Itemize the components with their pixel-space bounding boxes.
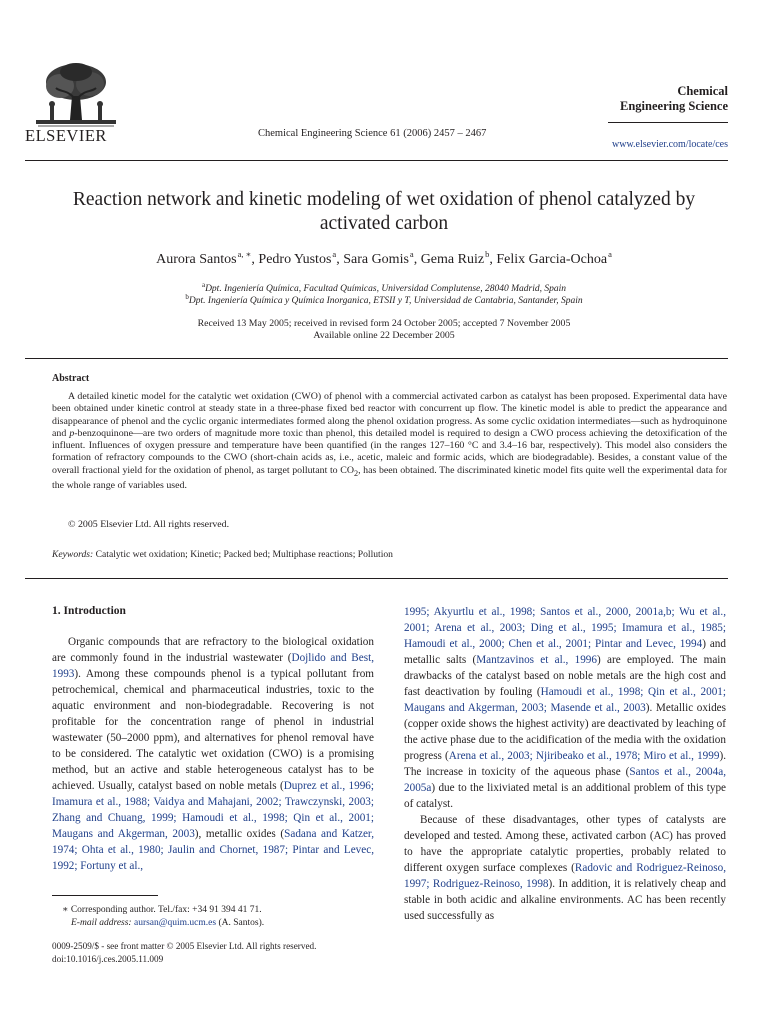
keywords-text: Catalytic wet oxidation; Kinetic; Packed bed; Multiphase reactions; Pollution — [95, 549, 393, 560]
author-name: Pedro Yustos — [258, 252, 332, 267]
body-text: Because of these disadvantages, other types of catalysts are developed and tested. Among these, activated carbon (AC) has proved to have the appropriate catalytic properties, probably related to different oxygen surface complexes ( — [404, 814, 726, 874]
journal-name-line2: Engineering Science — [620, 99, 728, 113]
article-title: Reaction network and kinetic modeling of wet oxidation of phenol catalyzed by activated carbon — [72, 189, 696, 234]
author-list: Aurora Santos$^{a, ∗}$, Pedro Yustos$^a$, Sara Gomis$^a$, Gema Ruiz$^b$, Felix Garcia-Ochoa$^a$ — [156, 249, 612, 267]
author-affiliation-mark: a — [409, 249, 414, 259]
doi-link[interactable]: doi:10.1016/j.ces.2005.11.009 — [52, 954, 164, 964]
citation-link[interactable]: Radovic and Rodriguez-Reinoso, 1997; Rodriguez-Reinoso, 1998 — [404, 862, 727, 890]
citation-link[interactable]: Sadana and Katzer, 1974; Ohta et al., 1980; Jaulin and Chornet, 1987; Pintar and Levec, 1992; Fortuny et al., — [52, 828, 374, 872]
abstract-text-italic: p — [69, 427, 75, 439]
author-affiliation-mark: a — [332, 249, 337, 259]
journal-name-line1: Chemical — [677, 84, 728, 98]
citation-link[interactable]: Dojlido and Best, 1993 — [52, 652, 374, 680]
citation-link[interactable]: 1995; Akyurtlu et al., 1998; Santos et al., 2000, 2001a,b; Wu et al., 2001; Arena et al., 2003; Ding et al., 1995; Imamura et al., 1985; Hamoudi et al., 2000; Chen et al., 2001; Pintar and Levec, 1994 — [404, 606, 726, 650]
elsevier-tree-logo — [30, 60, 122, 132]
abstract-heading: Abstract — [52, 373, 90, 384]
author-name: Sara Gomis — [343, 252, 409, 267]
keywords — [52, 549, 393, 560]
citation-link[interactable]: Santos et al., 2004a, 2005a — [404, 766, 727, 794]
abstract-bottom-divider — [25, 578, 728, 579]
abstract-text-part: -benzoquinone—are two orders of magnitude more toxic than phenol, this detailed model is required to design a CWO process achieving the detoxification of the influent. Influences of oxygen pressure and temperature have been quantified (in the ranges 127–160 °C and 3.4–16 bar, respectively). This model also considers the formation of refractory compounds to the CWO (short-chain acids as, i.e., acetic, maleic and formic acids, which are biodegradable). Besides, a constant value of the overall fractional yield for the oxidation of phenol, as target pollutant to CO — [52, 427, 727, 476]
corresponding-author-text: Corresponding author. Tel./fax: +34 91 394 41 71. — [70, 905, 262, 915]
citation-link[interactable]: Duprez et al., 1996; Imamura et al., 1988; Vaidya and Mahajani, 2002; Trawczynski, 2003; Zhang and Chuang, 1999; Hamoudi et al., 1998; Qin et al., 2001; Maugans and Akgerman, 2003 — [52, 780, 374, 840]
paragraph — [404, 812, 726, 924]
email-label: E-mail address: — [71, 918, 132, 928]
author-name: Aurora Santos — [156, 252, 237, 267]
received-dates: Received 13 May 2005; received in revised form 24 October 2005; accepted 7 November 2005 — [197, 318, 571, 329]
body-text: ) are employed. The main drawbacks of the catalyst based on noble metals are the high cost and fast deactivation by fouling ( — [404, 654, 727, 698]
author-name: Felix Garcia-Ochoa — [496, 252, 608, 267]
affiliation-mark: b — [185, 293, 189, 301]
author-affiliation-mark: b — [485, 249, 490, 259]
front-matter — [52, 940, 316, 966]
abstract-text-part: A detailed kinetic model for the catalytic wet oxidation (CWO) of phenol with a commercial activated carbon as catalyst has been proposed. Experimental data have been obtained under kinetic control at steady state in a three-phase fixed bed reactor with concurrent up flow. The kinetic model is able to predict the appearance and disappearance of phenol and the cyclic organic intermediates formed along the phenol oxidation progress. As some cyclic oxidation intermediates—such as hydroquinone and — [52, 391, 727, 439]
journal-name — [620, 84, 728, 114]
header-divider — [608, 122, 728, 123]
right-column-text — [404, 604, 726, 924]
affiliation-text: Dpt. Ingeniería Química y Química Inorganica, ETSII y T, Universidad de Cantabria, Santander, Spain — [188, 296, 583, 306]
abstract-text-part: , has been obtained. The discriminated kinetic model fits quite well the experimental data for the whole range of variables used. — [52, 464, 727, 492]
citation-link[interactable]: Arena et al., 2003; Njiribeako et al., 1978; Miro et al., 1999 — [448, 750, 720, 762]
citation-link[interactable]: Mantzavinos et al., 1996 — [476, 654, 597, 666]
body-text: ). The increase in toxicity of the aqueous phase ( — [404, 750, 726, 778]
body-text: ). In addition, it is relatively cheap and stable in both acidic and alkaline environments. AC has been recently used successfully as — [404, 878, 726, 922]
affiliation-text: Dpt. Ingeniería Química, Facultad Químicas, Universidad Complutense, 28040 Madrid, Spain — [205, 284, 567, 294]
abstract-text — [52, 391, 727, 492]
publisher-name: ELSEVIER — [25, 126, 107, 145]
body-text: ) due to the lixiviated metal is an additional problem of this type of catalyst. — [404, 782, 726, 810]
body-text: Organic compounds that are refractory to the biological oxidation are commonly found in the industrial wastewater ( — [52, 636, 374, 664]
issn-line: 0009-2509/$ - see front matter © 2005 Elsevier Ltd. All rights reserved. — [52, 941, 317, 951]
footnote-mark: ∗ — [62, 905, 69, 915]
section-heading: 1. Introduction — [52, 605, 126, 617]
keywords-label: Keywords: — [52, 549, 94, 560]
abstract-copyright: © 2005 Elsevier Ltd. All rights reserved. — [68, 519, 230, 530]
left-column-text — [52, 634, 374, 874]
abstract-top-divider — [25, 358, 728, 359]
email-suffix: (A. Santos). — [218, 918, 265, 928]
author-name: Gema Ruiz — [420, 252, 485, 267]
body-text: ) and metallic salts ( — [404, 638, 726, 666]
body-text: ). Metallic oxides (copper oxide shows the highest activity) are deactivated by leaching of the active phase due to the acidification of the media with the oxidation progress ( — [404, 702, 726, 762]
author-affiliation-mark: a, ∗ — [237, 249, 252, 259]
journal-url-link[interactable]: www.elsevier.com/locate/ces — [612, 139, 728, 150]
affiliation-b — [30, 293, 738, 306]
paragraph — [404, 604, 726, 812]
body-text: ). Among these compounds phenol is a typical pollutant from petrochemical, chemical and pharmaceutical industries, toxic to the aquatic environment and non-biodegradable. Recovering is not profitable for the concentration range of phenol in industrial wastewater (50–2000 ppm), and alternatives for phenol removal have to be considered. The catalytic wet oxidation (CWO) is a promising method, but an active and stable heterogeneous catalyst has to be achieved. Usually, catalyst based on noble metals ( — [52, 668, 374, 792]
email-link[interactable]: aursan@quim.ucm.es — [133, 918, 217, 928]
top-divider — [25, 160, 728, 161]
journal-reference: Chemical Engineering Science 61 (2006) 2457 – 2467 — [258, 128, 487, 139]
footnote — [62, 904, 264, 930]
corresponding-author — [62, 904, 264, 917]
author-affiliation-mark: a — [608, 249, 612, 259]
abstract-subscript: 2 — [353, 468, 359, 478]
body-text: ), metallic oxides ( — [194, 828, 285, 840]
affiliation-mark: a — [201, 281, 206, 289]
footnote-divider — [52, 895, 158, 896]
available-online-date: Available online 22 December 2005 — [313, 330, 455, 341]
email-line — [62, 917, 264, 930]
citation-link[interactable]: Hamoudi et al., 1998; Qin et al., 2001; Maugans and Akgerman, 2003; Masende et al., 2003 — [404, 686, 726, 714]
